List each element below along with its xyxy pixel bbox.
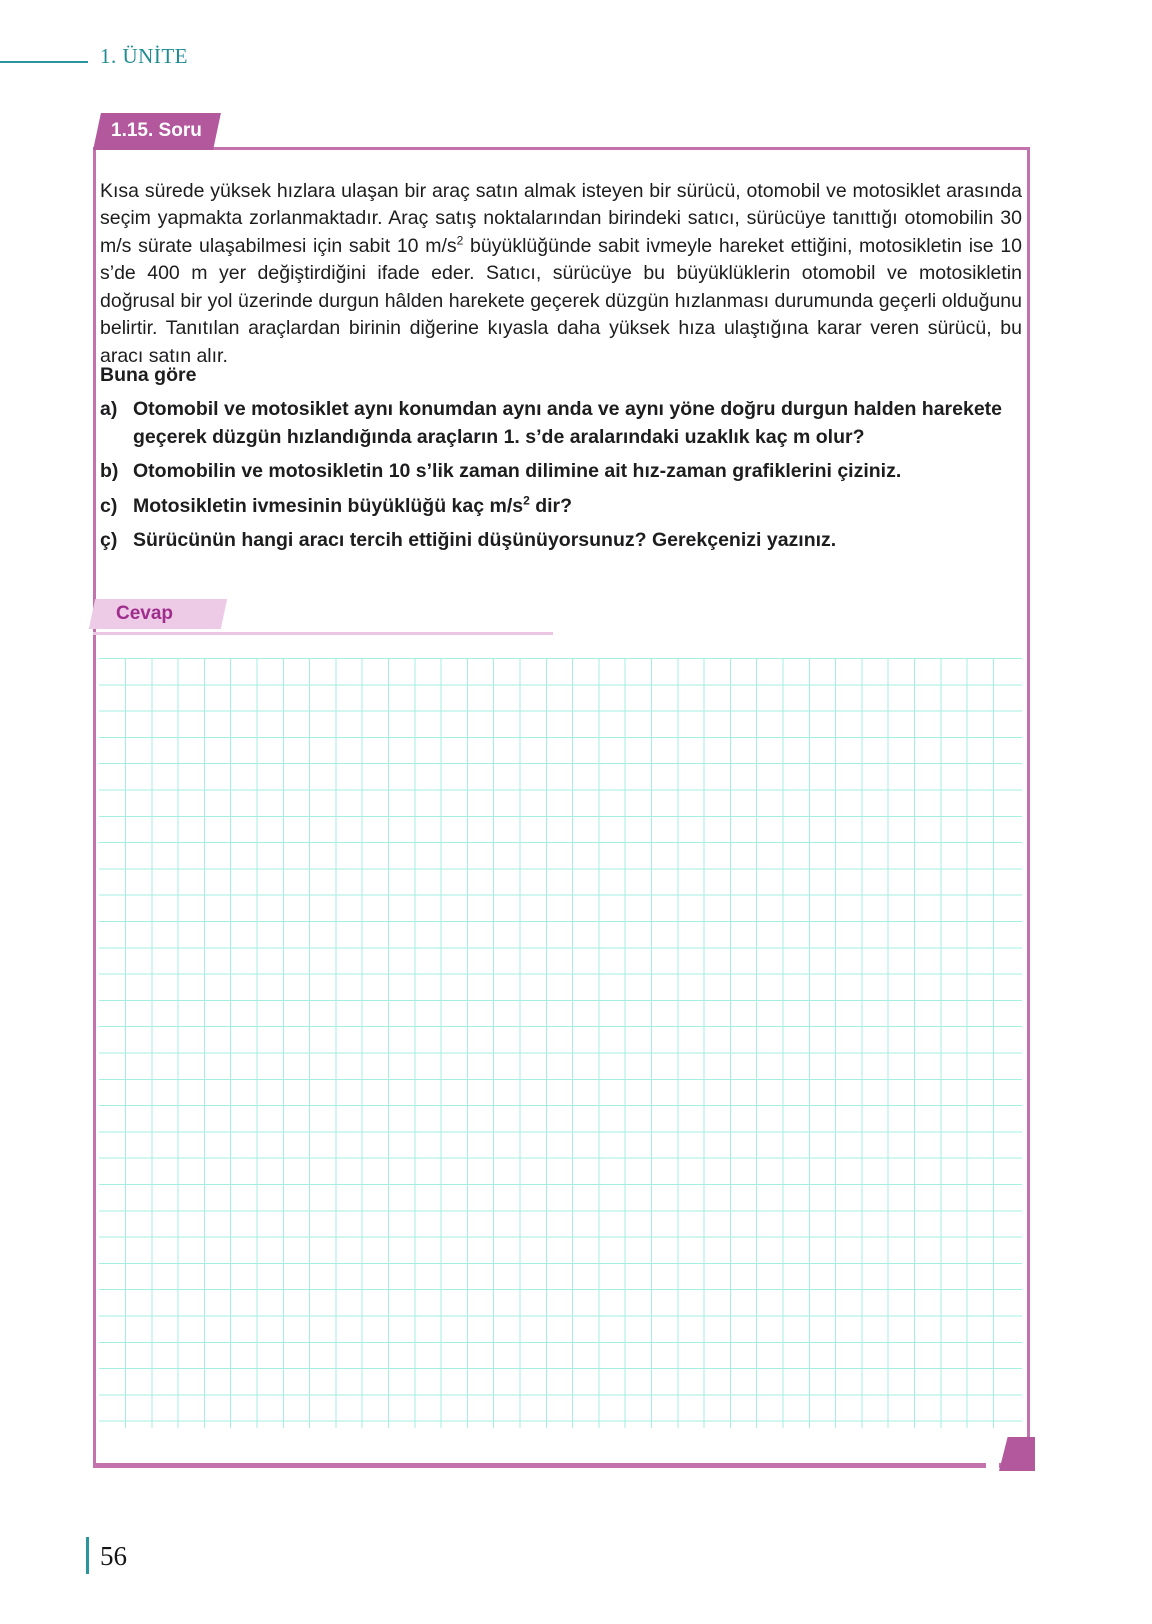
question-paragraph <box>100 178 1022 371</box>
item-superscript: 2 <box>523 493 530 507</box>
question-tag <box>97 113 217 150</box>
question-item-a <box>100 396 1024 451</box>
unit-header-rule <box>0 61 88 63</box>
item-letter: ç) <box>100 529 118 551</box>
paragraph-text-before-sup: Kısa sürede yüksek hızlara ulaşan bir araç satın almak isteyen bir sürücü, otomobil ve motosiklet arasında seçim yapmakta zorlanmaktadır. Araç satış noktalarından birindeki satıcı, sürücüye tanıttığı otomobilin 30 m/s sürate ulaşabilmesi için sabit 10 m/s <box>100 179 1022 257</box>
paragraph-superscript: 2 <box>456 233 464 247</box>
item-letter: c) <box>100 494 118 517</box>
item-text-after-sup: dir? <box>529 494 573 517</box>
sub-heading: Buna göre <box>100 364 197 386</box>
question-item-c <box>100 493 1024 521</box>
item-text-before-sup: Otomobil ve motosiklet aynı konumdan aynı anda ve aynı yöne doğru durgun halden harekete geçerek düzgün hızlandığında araçların 1. s’de aralarındaki uzaklık kaç m olur? <box>133 398 1003 448</box>
item-text-before-sup: Sürücünün hangi aracı tercih ettiğini düşünüyorsunuz? Gerekçenizi yazınız. <box>133 529 837 551</box>
paragraph-text-after-sup: büyüklüğünde sabit ivmeyle hareket ettiğini, motosikletin ise 10 s’de 400 m yer değiştirdiğini ifade eder. Satıcı, sürücüye bu büyüklüklerin otomobil ve motosikletin doğrusal bir yol üzerinde durgun hâlden harekete geçerek düzgün hızlanması durumunda geçerli olduğunu belirtir. Tanıtılan araçlardan birinin diğerine kıyasla daha yüksek hıza ulaştığına karar veren sürücü, bu aracı satın alır. <box>100 234 1023 367</box>
answer-tag-label: Cevap <box>116 603 174 624</box>
question-item-list <box>100 396 1024 562</box>
item-text-before-sup: Otomobilin ve motosikletin 10 s’lik zaman dilimine ait hız-zaman grafiklerini çiziniz. <box>133 460 902 482</box>
answer-tag <box>92 599 224 629</box>
item-letter: b) <box>100 460 119 482</box>
page-number-bar <box>86 1537 89 1574</box>
question-item-c-cedilla <box>100 527 1024 555</box>
item-text <box>133 527 1024 555</box>
item-text <box>133 493 1024 521</box>
item-text-before-sup: Motosikletin ivmesinin büyüklüğü kaç m/s <box>133 494 524 517</box>
page-number: 56 <box>100 1541 127 1571</box>
answer-tag-underline <box>93 632 553 635</box>
question-tag-label: 1.15. Soru <box>111 120 202 141</box>
corner-tab-gap <box>986 1462 999 1470</box>
item-text <box>133 396 1024 451</box>
unit-label: 1. ÜNİTE <box>100 44 188 68</box>
question-box <box>93 147 1030 1468</box>
grid-vertical-lines <box>125 658 1010 1428</box>
item-text <box>133 458 1024 486</box>
answer-grid-paper <box>99 658 1022 1428</box>
item-letter: a) <box>100 398 118 420</box>
question-item-b <box>100 458 1024 486</box>
